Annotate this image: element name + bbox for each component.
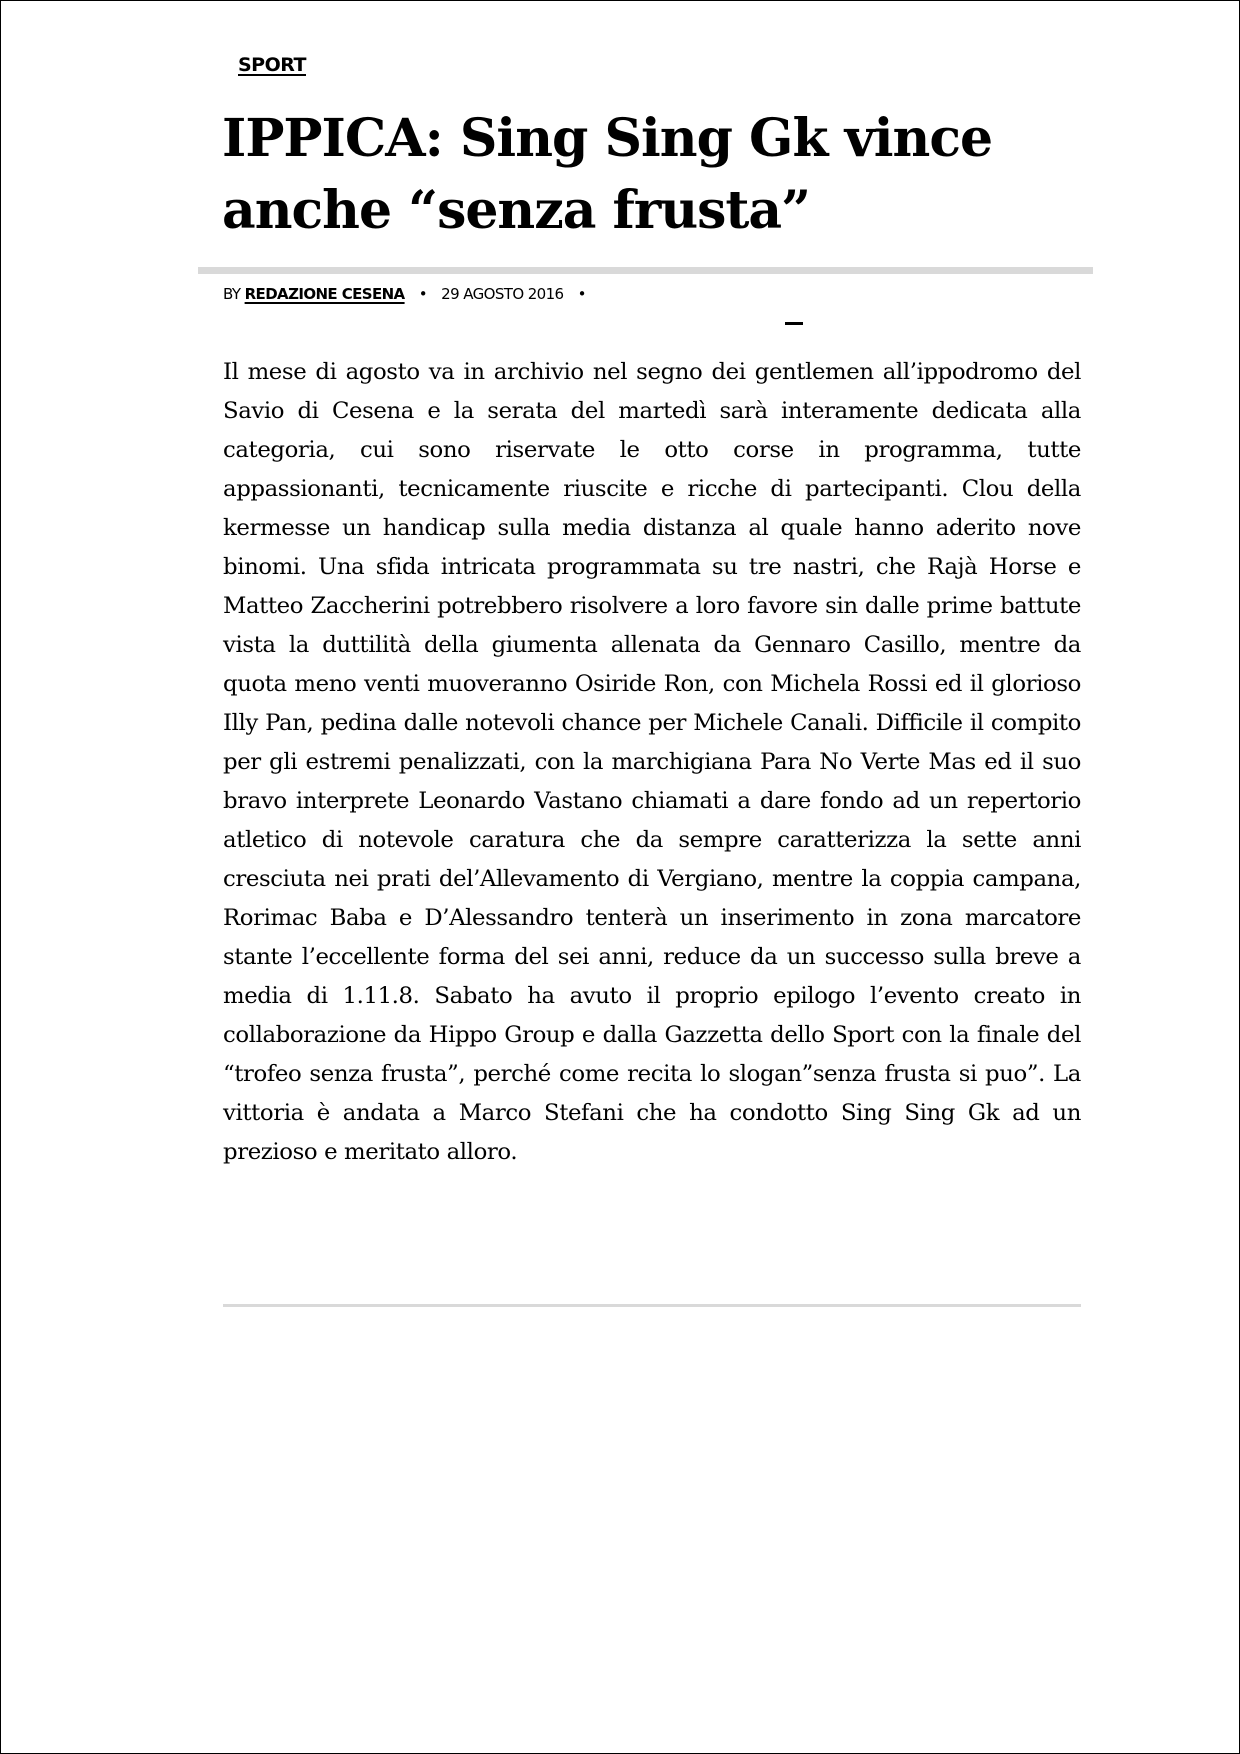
byline-date: 29 AGOSTO 2016 bbox=[441, 285, 564, 303]
byline-separator: • bbox=[418, 285, 427, 303]
byline-prefix: BY bbox=[223, 285, 241, 303]
article-title: IPPICA: Sing Sing Gk vince anche “senza frusta” bbox=[222, 108, 993, 241]
article-body: Il mese di agosto va in archivio nel segno dei gentlemen all’ippodromo del Savio di Cesena e la serata del martedì sarà interamente dedicata alla categoria, cui sono riservate le otto corse in programma, tutte appassionanti, tecnicamente riuscite e ricche di partecipanti. Clou della kermesse un handicap sulla media distanza al quale hanno aderito nove binomi. Una sfida intricata programmata su tre nastri, che Rajà Horse e Matteo Zaccherini potrebbero risolvere a loro favore sin dalle prime battute vista la duttilità della giumenta allenata da Gennaro Casillo, mentre da quota meno venti muoveranno Osiride Ron, con Michela Rossi ed il glorioso Illy Pan, pedina dalle notevoli chance per Michele Canali. Difficile il compito per gli estremi penalizzati, con la marchigiana Para No Verte Mas ed il suo bravo interprete Leonardo Vastano chiamati a dare fondo ad un repertorio atletico di notevole caratura che da sempre caratterizza la sette anni cresciuta nei prati del’Allevamento di Vergiano, mentre la coppia campana, Rorimac Baba e D’Alessandro tenterà un inserimento in zona marcatore stante l’eccellente forma del sei anni, reduce da un successo sulla breve a media di 1.11.8. Sabato ha avuto il proprio epilogo l’evento creato in collaborazione da Hippo Group e dalla Gazzetta dello Sport con la finale del “trofeo senza frusta”, perché come recita lo slogan”senza frusta si puo”. La vittoria è andata a Marco Stefani che ha condotto Sing Sing Gk ad un prezioso e meritato alloro. bbox=[223, 359, 1081, 1165]
byline bbox=[223, 285, 596, 303]
category-label[interactable]: SPORT bbox=[238, 54, 306, 76]
decorative-dash bbox=[785, 322, 803, 325]
title-divider bbox=[198, 267, 1093, 274]
byline-author-link[interactable]: REDAZIONE CESENA bbox=[244, 285, 405, 303]
byline-separator-trailing: • bbox=[577, 285, 586, 303]
footer-divider bbox=[223, 1304, 1081, 1307]
